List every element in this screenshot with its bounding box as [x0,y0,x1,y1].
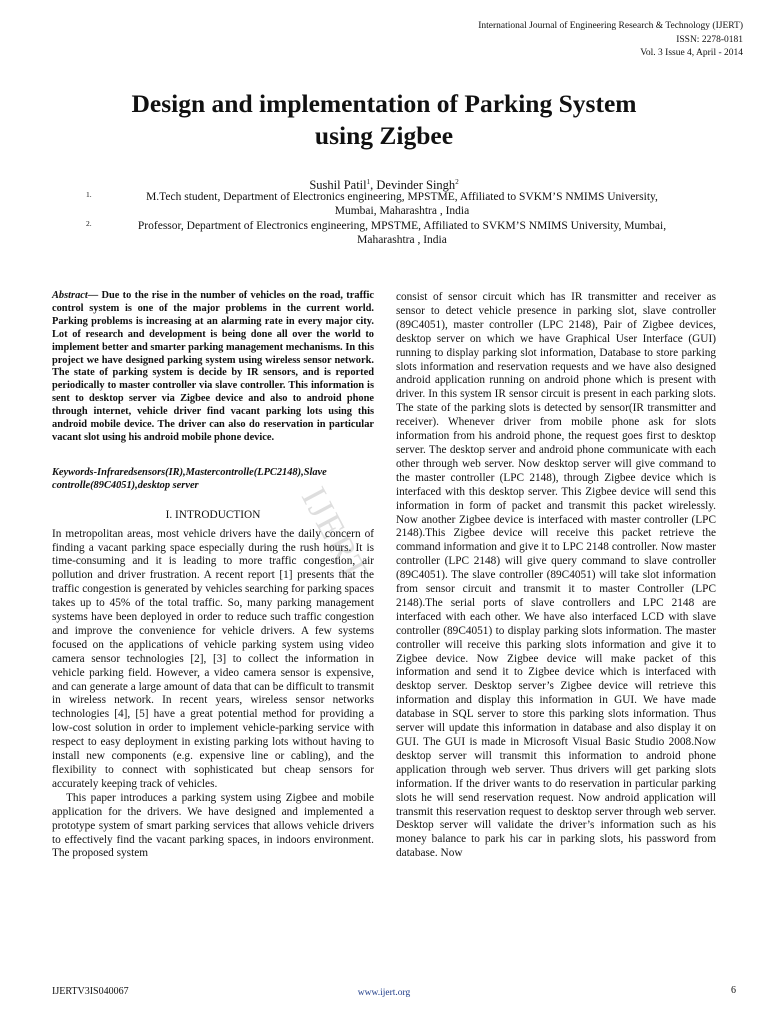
intro-paragraph-2: This paper introduces a parking system using Zigbee and mobile application for the drivers. We have designed and implemented a prototype system of smart parking services that allows vehicle drivers to effectively find the vacant parking spaces, in indoors environment. The proposed system [52,791,374,860]
paper-title [0,88,768,152]
abstract-text: Due to the rise in the number of vehicles on the road, traffic control system is one of the major problems in the current world. Parking problems is increasing at an alarming rate in every major city. Lot of research and development is being done all over the world to implement better and smarter parking management mechanisms. In this project we have designed parking system using wireless sensor network. The state of parking system is decide by IR sensors, and is reported periodically to master controller via slave controller. This information is sent to desktop server via Zigbee device and also to android phone through internet, vehicle driver find vacant parking lots using this android mobile device. The driver can also do reservation in particular vacant slot using his android mobile phone device. [52,290,374,443]
affiliation-1-line1: M.Tech student, Department of Electronics engineering, MPSTME, Affiliated to SVKM’S NMIMS University, [146,191,658,203]
left-column [52,290,374,861]
author-2-sup: 2 [455,178,459,186]
right-column [396,291,716,861]
affiliation-1-line2: Mumbai, Maharashtra , India [334,205,470,217]
author-2: Devinder Singh [376,178,456,193]
affiliation-2-number: 2. [86,219,92,228]
abstract [52,290,374,445]
author-line: Sushil Patil$^1$, Devinder Singh$^2$ [309,178,459,193]
ijert-watermark: IJERT [293,480,377,590]
intro-paragraph-1: In metropolitan areas, most vehicle drivers have the daily concern of finding a vacant parking space especially during the rush hours. It is time-consuming and it is leading to more traffic congestion, air pollution and driver frustration. A recent report [1] presents that the traffic congestion is generated by vehicles searching for parking spaces takes up to 45% of the total traffic. So, many parking management systems have been deployed in order to reduce such traffic congestion and improve the convenience for vehicle drivers. A few systems focused on the applications of vehicle parking system using video camera sensor technologies [2], [3] to collect the information in vehicle parking field. However, a video camera sensor is expensive, and can generate a large amount of data that can be difficult to transmit in wireless network. In recent years, wireless sensor networks technologies [4], [5] have a great potential method for providing a low-cost solution in order to implement vehicle-parking service with respect to easy deployment in existing parking lots without having to install new components (e.g. expensive line or cabling), and the flexibility to connect with sophisticated but cheap sensors for accurately keeping track of vehicles. [52,527,374,790]
title-line-1: Design and implementation of Parking System [131,89,637,118]
affiliation-1 [86,190,702,218]
website-link[interactable]: www.ijert.org [357,988,411,998]
keywords: Keywords-Infraredsensors(IR),Mastercontrolle(LPC2148),Slave controlle(89C4051),desktop server [52,466,327,491]
section-heading-introduction: I. INTRODUCTION [165,508,261,521]
paper-id: IJERTV3IS040067 [52,986,129,997]
author-1-sup: 1 [366,178,371,186]
affiliation-2-line1: Professor, Department of Electronics engineering, MPSTME, Affiliated to SVKM’S NMIMS University, Mumbai, [137,220,667,232]
journal-name: International Journal of Engineering Research & Technology (IJERT) [478,21,743,31]
affiliation-2 [86,219,702,247]
page-number: 6 [731,985,736,996]
abstract-dash: — [87,290,102,301]
right-column-paragraph: consist of sensor circuit which has IR transmitter and receiver as sensor to detect vehicle presence in parking slot, slave controller (89C4051), master controller (LPC 2148), Pair of Zigbee devices, desktop server on which we have Graphical User Interface (GUI) running to display parking slot information, Database to store parking slots information and reservation requests and we have also designed android application running on android phone which is present with driver. In this system IR sensor circuit is present in each parking slots. The state of the parking slots is detected by sensor(IR transmitter and receiver). Whenever driver from mobile phone ask for slots information from his android phone, the request goes first to desktop server. The desktop server and android phone communicate with each other through web server. Now desktop server will give command to the master controller (LPC 2148), through Zigbee device which is interfaced with this desktop server. This Zigbee device will send this information in form of packet and transmit this packet wirelessly. Now another Zigbee device is interfaced with master controller (LPC 2148).This Zigbee device will receive this packet retrieve the command information and give it to LPC 2148 controller. Now master controller (LPC 2148) will give query command to slave controller (89C4051). The slave controller (89C4051) will take slot information from sensor circuit and transmit it to master Controller (LPC 2148).The serial ports of slave controllers and LPC 2148 are interfaced with each other. We have also interfaced LCD with slave controller (89C4051) to display parking slots information. The master controller will receive this parking slots information and give it to Zigbee device. Now Zigbee device will make packet of this information and send it to Zigbee device which is interfaced with desktop server. Desktop server’s Zigbee device will retrieve this information and display this information in GUI. We have made database in SQL server to store this parking slots information. Thus server will update this information in database and also display it on GUI. The GUI is made in Microsoft Visual Basic Studio 2008.Now desktop server will transmit this information to android phone application through web server. Thus drivers will get parking slots information. If the driver wants to do reservation in particular parking slots he will send reservation request. Now android application will transmit this reservation request to desktop server through web server. Desktop server will validate the driver’s information such as his money balance to park his car in parking slots, his password from database. Now [396,291,716,860]
journal-header [403,20,743,61]
affiliation-2-line2: Maharashtra , India [357,234,447,246]
journal-issn: ISSN: 2278-0181 [676,34,743,45]
abstract-label: Abstract [52,290,88,301]
author-1: Sushil Patil [309,178,367,193]
title-line-2: using Zigbee [314,121,454,150]
journal-volume: Vol. 3 Issue 4, April - 2014 [640,48,743,59]
affiliation-1-number: 1. [86,190,92,199]
